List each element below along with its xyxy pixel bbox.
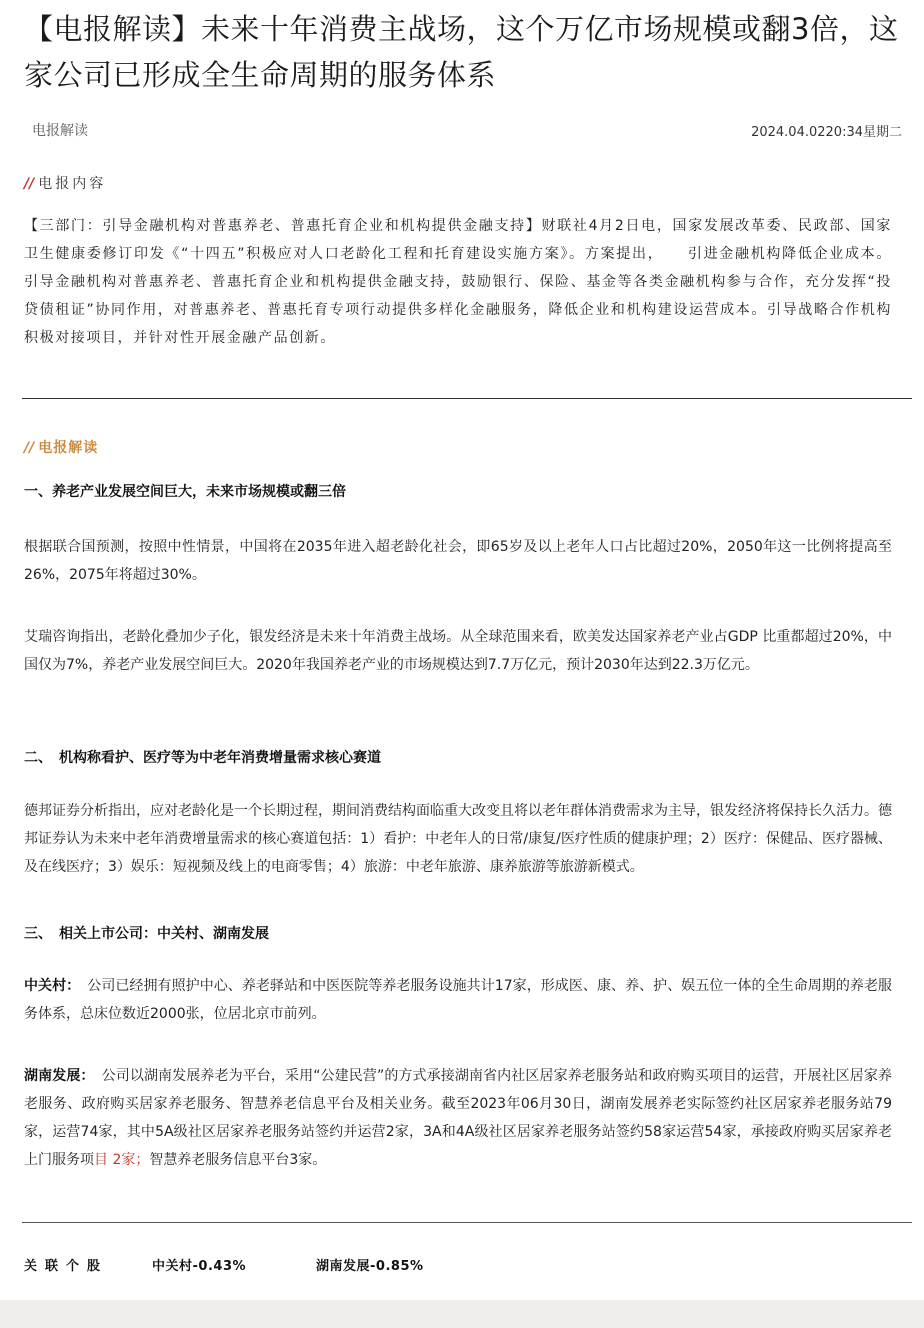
- telegraph-text: 【三部门：引导金融机构对普惠养老、普惠托育企业和机构提供金融支持】财联社4月2日电，国家发展改革委、民政部、国家卫生健康委修订印发《“十四五”积极应对人口老龄化工程和托育建设实施方案》。方案提出， 引进金融机构降低企业成本。引导金融机构对普惠养老、普惠托育企业和机构提供金融支持，鼓励银行、保险、基金等各类金融机构参与合作，充分发挥“投贷债租证”协同作用，对普惠养老、普惠托育专项行动提供多样化金融服务，降低企业和机构建设运营成本。引导战略合作机构积极对接项目，并针对性开展金融产品创新。: [24, 218, 892, 346]
- stock-link-zhongguancun[interactable]: [152, 1255, 246, 1274]
- article-title: 【电报解读】未来十年消费主战场，这个万亿市场规模或翻3倍，这家公司已形成全生命周期的服务体系: [24, 12, 899, 92]
- interpretation-heading: [24, 437, 98, 457]
- interpretation-heading-text: 电报解读: [38, 440, 99, 456]
- double-slash-icon: //: [24, 176, 35, 192]
- stock-link-hunan-development[interactable]: [316, 1255, 424, 1274]
- company-description-end: 智慧养老服务信息平台3家。: [149, 1152, 327, 1168]
- company-zhongguancun: [24, 972, 892, 1028]
- company-description: 公司已经拥有照护中心、养老驿站和中医医院等养老服务设施共计17家，形成医、康、养、护、娱五位一体的全生命周期的养老服务体系，总床位数近2000张，位居北京市前列。: [24, 978, 893, 1022]
- double-slash-icon: //: [24, 440, 35, 456]
- stock-name: 中关村: [152, 1259, 193, 1274]
- section-2-paragraph-1: 德邦证券分析指出，应对老龄化是一个长期过程，期间消费结构面临重大改变且将以老年群体消费需求为主导，银发经济将保持长久活力。德邦证券认为未来中老年消费增量需求的核心赛道包括：1）看护：中老年人的日常/康复/医疗性质的健康护理；2）医疗：保健品、医疗器械、及在线医疗；3）娱乐：短视频及线上的电商零售；4）旅游：中老年旅游、康养旅游等旅游新模式。: [24, 803, 892, 875]
- divider: [22, 398, 912, 399]
- highlighted-text: 目 2家；: [94, 1152, 150, 1168]
- bottom-bar: [0, 1300, 924, 1328]
- section-2-title: 二、 机构称看护、医疗等为中老年消费增量需求核心赛道: [24, 750, 381, 766]
- section-3-title: 三、 相关上市公司：中关村、湖南发展: [24, 926, 269, 942]
- stock-change: -0.85%: [370, 1259, 424, 1274]
- divider: [22, 1222, 912, 1223]
- section-1-title: 一、养老产业发展空间巨大，未来市场规模或翻三倍: [24, 484, 346, 500]
- company-label: 湖南发展：: [24, 1068, 88, 1084]
- company-description: 公司以湖南发展养老为平台，采用“公建民营”的方式承接湖南省内社区居家养老服务站和政府购买项目的运营，开展社区居家养老服务、政府购买居家养老服务、智慧养老信息平台及相关业务。截至2023年06月30日，湖南发展养老实际签约社区居家养老服务站79家，运营74家，其中5A级社区居家养老服务站签约并运营2家，3A和4A级社区居家养老服务站签约58家运营54家，承接政府购买居家养老上门服务项: [24, 1068, 892, 1168]
- company-label: 中关村：: [24, 978, 74, 994]
- stock-name: 湖南发展: [316, 1259, 371, 1274]
- telegraph-content-heading: [24, 173, 106, 193]
- telegraph-heading-text: 电报内容: [38, 176, 107, 192]
- section-1-paragraph-2: 艾瑞咨询指出，老龄化叠加少子化，银发经济是未来十年消费主战场。从全球范围来看，欧美发达国家养老产业占GDP 比重都超过20%，中国仅为7%，养老产业发展空间巨大。2020年我国养老产业的市场规模达到7.7万亿元，预计2030年达到22.3万亿元。: [24, 629, 892, 673]
- related-stocks-label: 关联个股: [24, 1259, 109, 1274]
- source-label[interactable]: 电报解读: [32, 123, 88, 139]
- company-hunan-development: [24, 1062, 892, 1174]
- stock-change: -0.43%: [192, 1259, 247, 1274]
- section-1-paragraph-1: 根据联合国预测，按照中性情景，中国将在2035年进入超老龄化社会，即65岁及以上老年人口占比超过20%，2050年这一比例将提高至26%，2075年将超过30%。: [24, 539, 892, 583]
- publish-datetime: 2024.04.0220:34星期二: [751, 125, 902, 140]
